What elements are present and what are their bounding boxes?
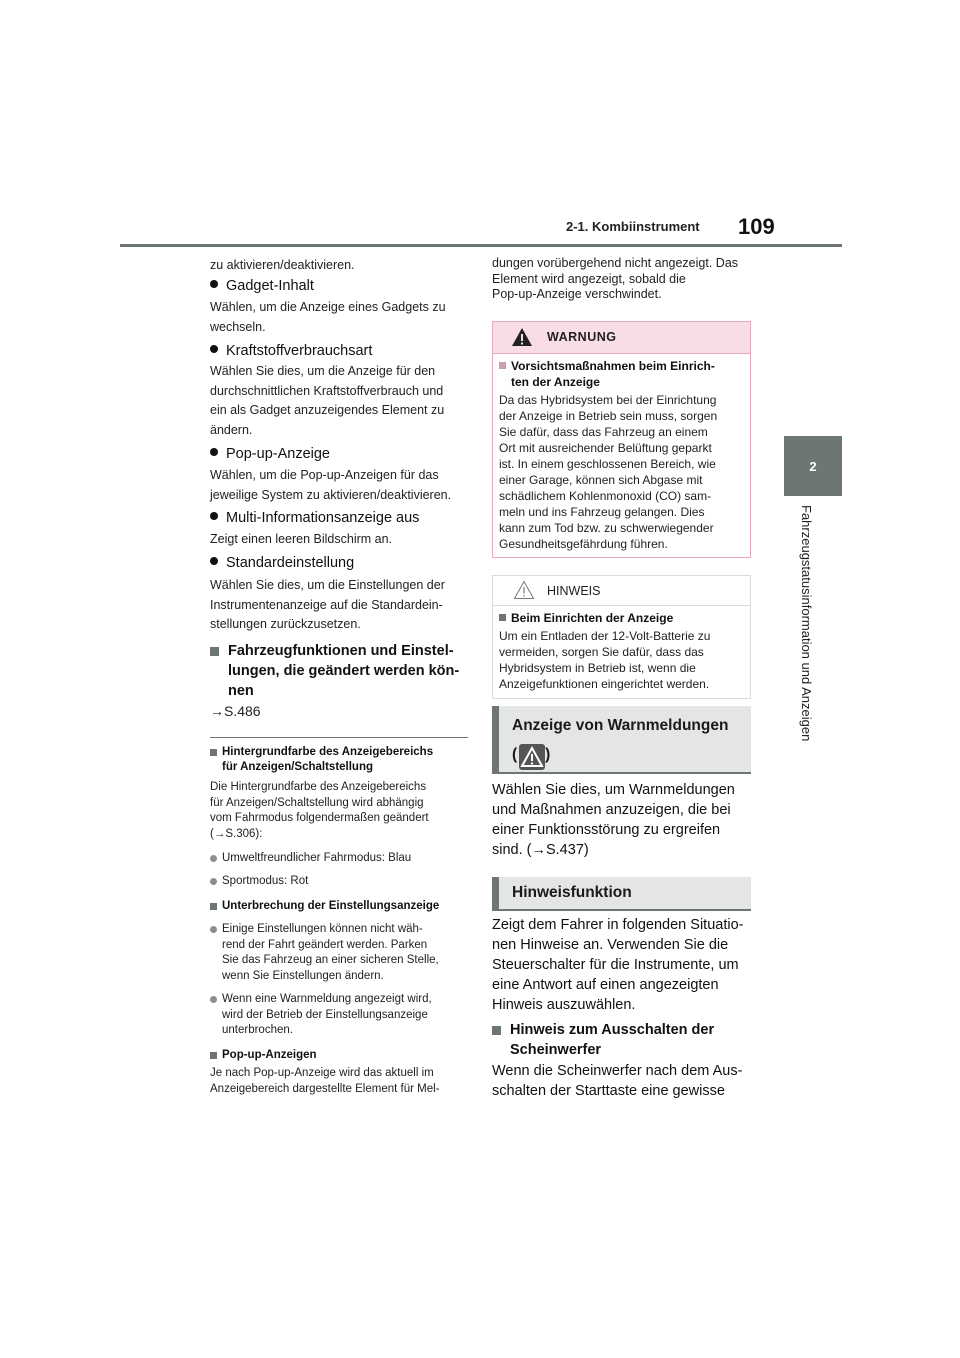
bullet-icon [210, 345, 218, 353]
section-heading-warnmeldungen [492, 706, 751, 774]
item-heading: Gadget-Inhalt [210, 276, 314, 296]
bullet-icon [210, 557, 218, 565]
bullet-icon [210, 996, 217, 1003]
square-bullet-icon [210, 647, 219, 656]
item-text: Wählen, um die Pop-up-Anzeigen für das jeweilige System zu aktivieren/deaktivieren. [210, 468, 452, 502]
chapter-label: Fahrzeugstatusinformation und Anzeigen [799, 505, 814, 742]
item-heading: Standardeinstellung [210, 553, 354, 573]
square-bullet-icon [492, 1026, 501, 1035]
warning-box [492, 321, 751, 558]
bullet-icon [210, 855, 217, 862]
warning-title: Vorsichtsmaßnahmen beim Einrich- ten der Anzeige [499, 358, 715, 390]
notice-text: Um ein Entladen der 12-Volt-Batterie zu vermeiden, sorgen Sie dafür, dass das Hybridsystem in Betrieb ist, wenn die Anzeigefunktionen eingerichtet werden. [499, 629, 711, 691]
item-text: Zeigt einen leeren Bildschirm an. [210, 532, 393, 546]
note-heading: Hintergrundfarbe des Anzeigebereichs für Anzeigen/Schaltstellung [210, 745, 433, 775]
section-title: 2-1. Kombiinstrument [566, 219, 700, 234]
caution-triangle-icon [513, 580, 535, 600]
subsection-text: Wenn die Scheinwerfer nach dem Aus- schalten der Starttaste eine gewisse [492, 1063, 743, 1099]
chapter-number: 2 [809, 458, 817, 474]
bullet-icon [210, 878, 217, 885]
section-title-text: Anzeige von Warnmeldungen [512, 717, 729, 734]
section-heading-hinweisfunktion [492, 877, 751, 911]
warning-header [493, 322, 750, 354]
section-title-text: Hinweisfunktion [512, 884, 632, 901]
subsection-heading: Hinweis zum Ausschalten der Scheinwerfer [492, 1020, 714, 1060]
subsection-heading: Fahrzeugfunktionen und Einstel- lungen, die geändert werden kön- nen [210, 641, 459, 701]
item-text: Wählen Sie dies, um die Anzeige für den durchschnittlichen Kraftstoffverbrauch und ein als Gadget anzuzeigendes Element zu ändern. [210, 364, 445, 437]
note-bullet: Einige Einstellungen können nicht wäh- rend der Fahrt geändert werden. Parken Sie das Fahrzeug an einer sicheren Stelle, wenn Sie Einstellungen ändern. [210, 922, 439, 984]
note-text: Die Hintergrundfarbe des Anzeigebereichs für Anzeigen/Schaltstellung wird abhängig vom Fahrmodus folgendermaßen geändert (→S.306): [210, 781, 429, 840]
note-bullet: Umweltfreundlicher Fahrmodus: Blau [210, 851, 411, 867]
intro-text: zu aktivieren/deaktivieren. [210, 258, 355, 272]
item-text: Wählen Sie dies, um die Einstellungen der Instrumentenanzeige auf die Standardein- stellungen zurückzusetzen. [210, 578, 445, 631]
note-heading: Pop-up-Anzeigen [210, 1048, 317, 1063]
note-bullet: Sportmodus: Rot [210, 874, 308, 890]
square-bullet-icon [210, 1052, 217, 1059]
page-reference[interactable]: →S.486 [210, 703, 261, 719]
square-bullet-icon [210, 903, 217, 910]
section-text: Zeigt dem Fahrer in folgenden Situatio- nen Hinweise an. Verwenden Sie die Steuerschalter für die Instrumente, um eine Antwort auf einen angezeigten Hinweis auszuwählen. [492, 917, 744, 1013]
warning-triangle-icon [511, 327, 533, 347]
warning-text: Da das Hybridsystem bei der Einrichtung der Anzeige in Betrieb sein muss, sorgen Sie dafür, dass das Fahrzeug an einem Ort mit ausreichender Belüftung geparkt ist. In einem geschlossenen Bereich, wie einer Garage, können sich Abgase mit schädlichem Kohlenmonoxid (CO) sam- meln und ins Fahrzeug gelangen. Dies kann zum Tod bzw. zu schwerwiegender Gesundheitsgefährdung führen. [499, 393, 718, 551]
notice-header [493, 576, 750, 606]
bullet-icon [210, 512, 218, 520]
continued-text: dungen vorübergehend nicht angezeigt. Das Element wird angezeigt, sobald die Pop-up-Anzeige verschwindet. [492, 256, 739, 301]
divider [210, 737, 468, 738]
notice-title: Beim Einrichten der Anzeige [499, 610, 673, 626]
square-bullet-icon [210, 749, 217, 756]
section-title-paren: ( ) [512, 746, 551, 763]
square-bullet-icon [499, 614, 506, 621]
notice-box [492, 575, 751, 699]
item-heading: Multi-Informationsanzeige aus [210, 508, 419, 528]
section-text: Wählen Sie dies, um Warnmeldungen und Maßnahmen anzuzeigen, die bei einer Funktionsstörung zu ergreifen sind. (→S.437) [492, 782, 735, 858]
bullet-icon [210, 926, 217, 933]
item-heading: Kraftstoffverbrauchsart [210, 341, 372, 361]
note-bullet: Wenn eine Warnmeldung angezeigt wird, wird der Betrieb der Einstellungsanzeige unterbrochen. [210, 992, 432, 1039]
note-heading: Unterbrechung der Einstellungsanzeige [210, 899, 439, 914]
item-text: Wählen, um die Anzeige eines Gadgets zu wechseln. [210, 300, 446, 334]
page-number: 109 [738, 214, 775, 239]
item-heading: Pop-up-Anzeige [210, 444, 330, 464]
bullet-icon [210, 448, 218, 456]
note-text: Je nach Pop-up-Anzeige wird das aktuell im Anzeigebereich dargestellte Element für Mel- [210, 1067, 440, 1095]
warning-label: WARNUNG [547, 330, 617, 344]
notice-label: HINWEIS [547, 584, 601, 598]
warning-message-icon [519, 744, 545, 770]
bullet-icon [210, 280, 218, 288]
header-rule [120, 244, 842, 247]
chapter-tab [784, 436, 842, 496]
square-bullet-icon [499, 362, 506, 369]
